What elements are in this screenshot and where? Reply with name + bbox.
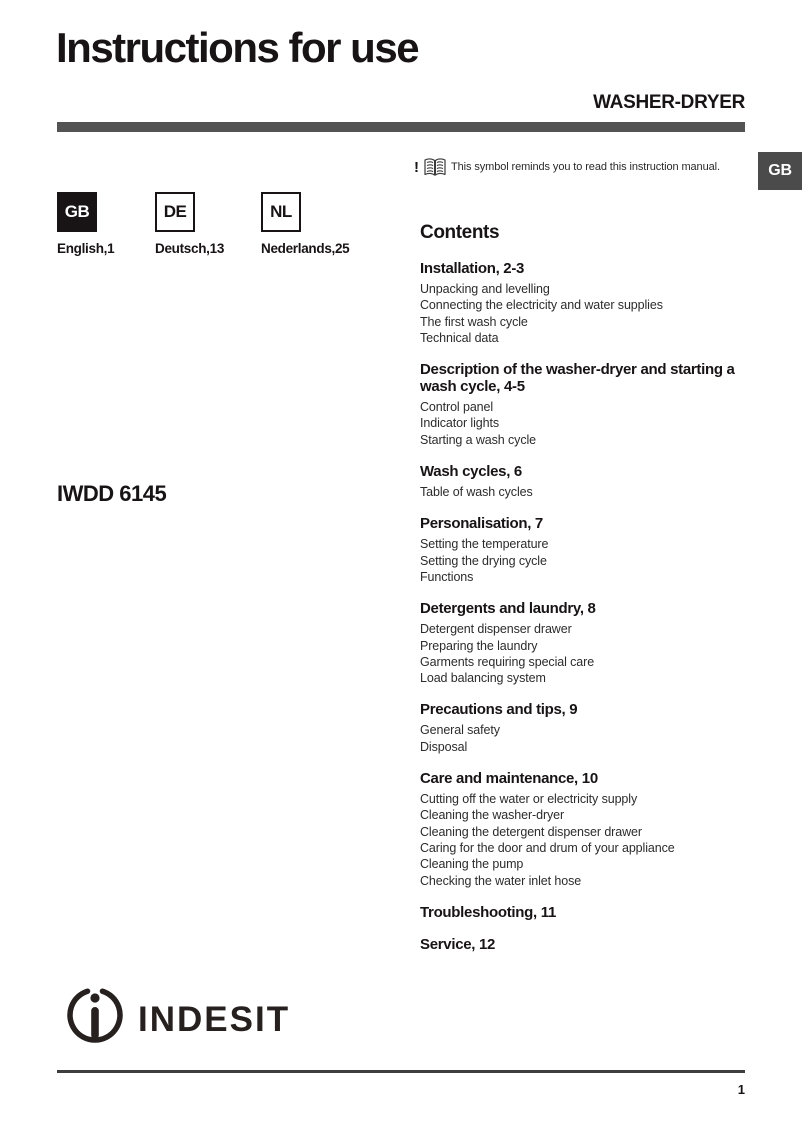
toc-item: Caring for the door and drum of your appliance (420, 840, 675, 855)
toc-item: Table of wash cycles (420, 485, 533, 500)
exclamation-mark: ! (414, 158, 419, 176)
toc-item: Connecting the electricity and water supplies (420, 298, 663, 313)
toc-item: Cutting off the water or electricity supply (420, 792, 638, 807)
toc-section (420, 361, 756, 448)
toc-item: Detergent dispenser drawer (420, 622, 572, 637)
language-label: English,1 (57, 241, 115, 256)
toc-item: Setting the drying cycle (420, 553, 547, 568)
language-label: Deutsch,13 (155, 241, 225, 256)
toc-section (420, 260, 756, 346)
toc-section (420, 701, 756, 755)
toc-section (420, 904, 756, 921)
model-number: IWDD 6145 (57, 481, 167, 506)
toc-item: Setting the temperature (420, 537, 549, 552)
toc-item: Control panel (420, 400, 494, 415)
toc-section-title: Precautions and tips, 9 (420, 701, 578, 719)
language-code-box: DE (155, 192, 195, 232)
toc-item: Cleaning the washer-dryer (420, 808, 565, 823)
toc-section-title: Personalisation, 7 (420, 515, 543, 533)
toc-item: Unpacking and levelling (420, 282, 550, 296)
contents-sections (420, 260, 756, 953)
toc-item: Garments requiring special care (420, 654, 595, 669)
country-edge-tab: GB (758, 152, 802, 190)
toc-section (420, 936, 756, 953)
contents-heading: Contents (420, 222, 500, 243)
toc-item: Load balancing system (420, 671, 546, 686)
toc-item: Functions (420, 569, 474, 584)
toc-section-title: Description of the washer-dryer and starting a wash cycle, 4-5 (420, 361, 735, 396)
contents-panel (420, 222, 756, 968)
toc-item: General safety (420, 723, 500, 738)
open-book-icon (423, 156, 447, 178)
read-manual-note (414, 155, 720, 179)
language-code-box: NL (261, 192, 301, 232)
toc-item: Disposal (420, 739, 468, 754)
toc-section-title: Service, 12 (420, 935, 496, 953)
page-number: 1 (737, 1082, 745, 1097)
toc-item: Preparing the laundry (420, 638, 538, 653)
toc-section (420, 600, 756, 686)
language-option-gb (57, 192, 114, 256)
language-code-box: GB (57, 192, 97, 232)
brand-name: INDESIT (138, 1000, 291, 1039)
toc-item: Technical data (420, 330, 499, 345)
toc-section (420, 463, 756, 500)
toc-section-title: Care and maintenance, 10 (420, 770, 598, 788)
toc-item: Cleaning the pump (420, 857, 524, 872)
product-type-label: WASHER-DRYER (593, 92, 745, 113)
toc-item: Indicator lights (420, 416, 499, 431)
footer-divider-rule (57, 1070, 745, 1073)
toc-item: The first wash cycle (420, 314, 528, 329)
indesit-circle-i-icon (66, 986, 124, 1048)
toc-section-title: Troubleshooting, 11 (420, 903, 556, 921)
toc-section-title: Wash cycles, 6 (420, 463, 522, 481)
header-divider-bar (57, 122, 745, 132)
toc-section-title: Detergents and laundry, 8 (420, 600, 596, 618)
brand-logo (66, 986, 290, 1048)
page-title: Instructions for use (56, 24, 419, 71)
toc-item: Starting a wash cycle (420, 432, 537, 447)
language-option-de (155, 192, 224, 256)
toc-section-title: Installation, 2-3 (420, 260, 525, 277)
language-label: Nederlands,25 (261, 241, 350, 256)
read-manual-note-text: This symbol reminds you to read this instruction manual. (451, 161, 720, 173)
toc-section (420, 770, 756, 889)
toc-section (420, 515, 756, 585)
toc-item: Checking the water inlet hose (420, 873, 582, 888)
toc-item: Cleaning the detergent dispenser drawer (420, 824, 642, 839)
language-option-nl (261, 192, 349, 256)
